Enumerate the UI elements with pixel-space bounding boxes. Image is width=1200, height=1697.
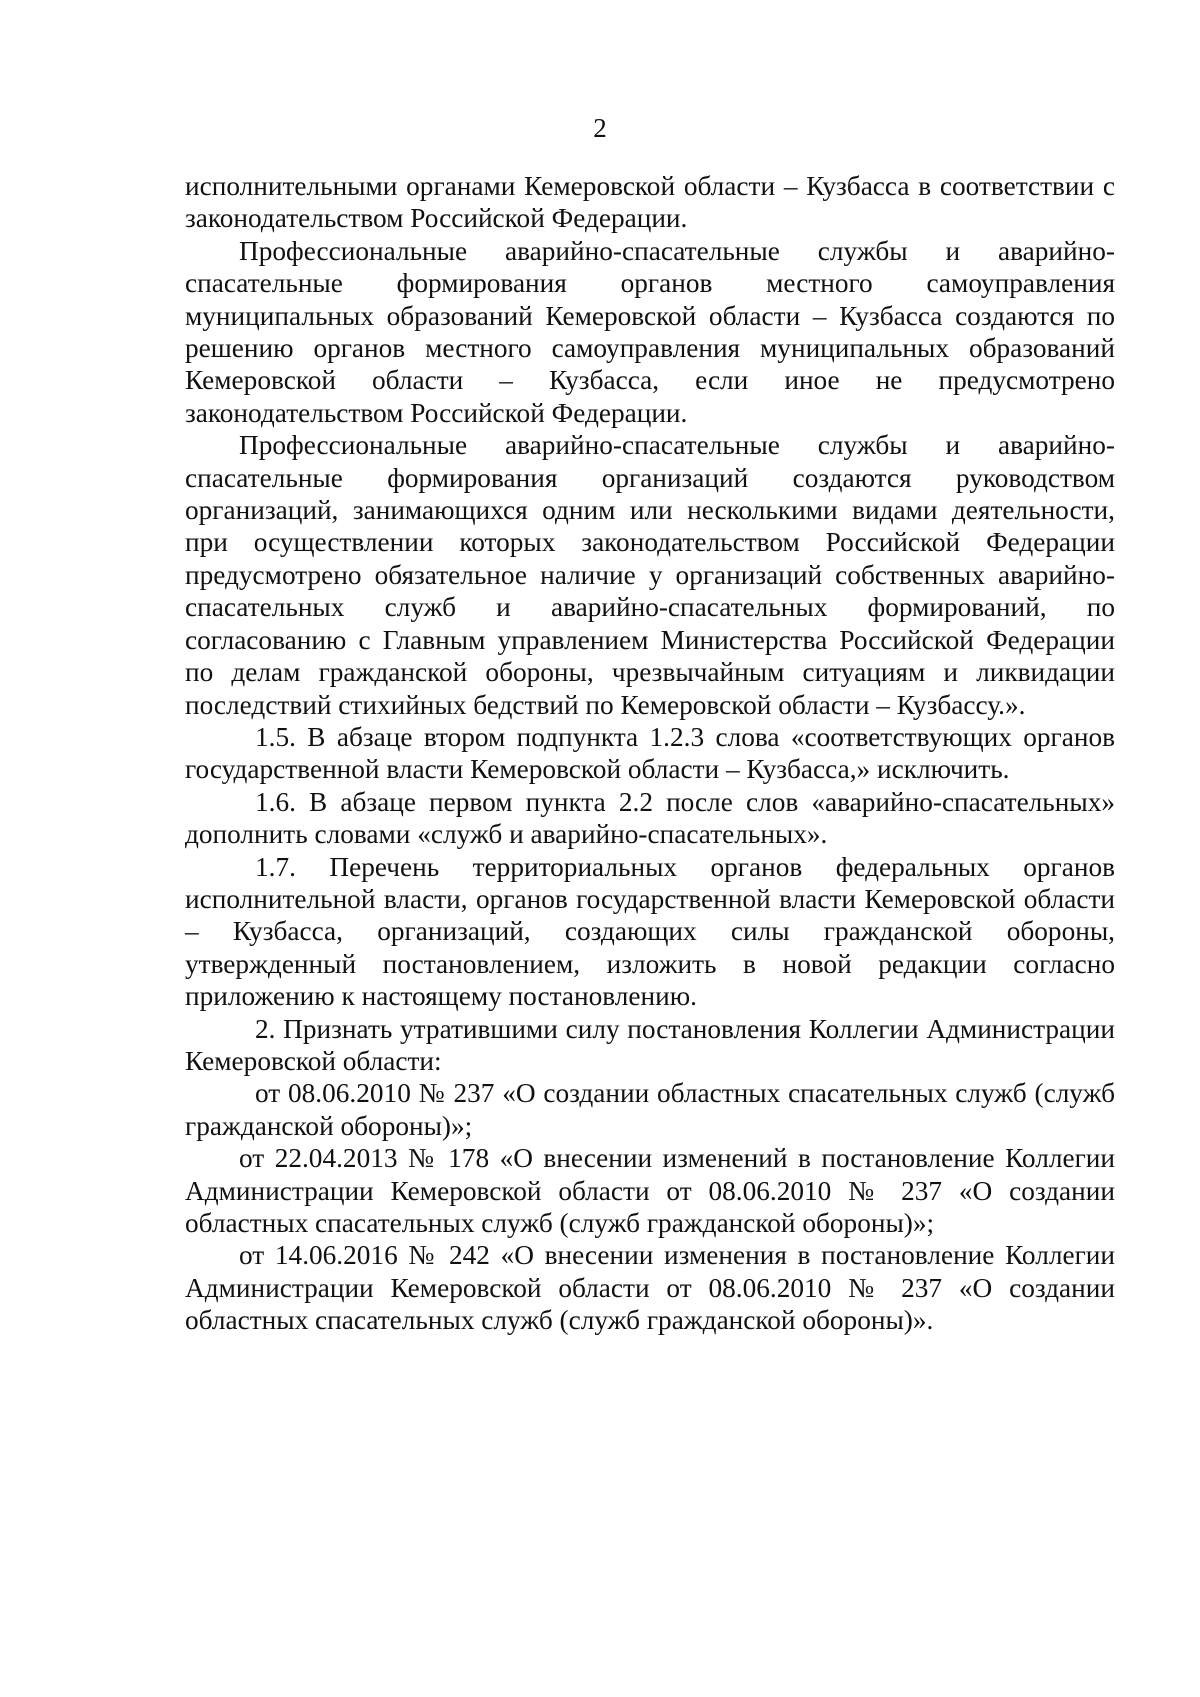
paragraph-item-2: 2. Признать утратившими силу постановления Коллегии Администрации Кемеровской области: (185, 1013, 1115, 1076)
page-number: 2 (593, 113, 607, 143)
paragraph-local-services: Профессиональные аварийно-спасательные службы и аварийно-спасательные формирования органов местного самоуправления муниципальных образований Кемеровской области – Кузбасса создаются по решению органов местного самоуправления муниципальных образований Кемеровской области – Кузбасса, если иное не предусмотрено законодательством Российской Федерации. (185, 235, 1115, 428)
list-item-repealed-2013: от 22.04.2013 № 178 «О внесении изменений в постановление Коллегии Администрации Кемеровской области от 08.06.2010 № 237 «О создании областных спасательных служб (служб гражданской обороны)»; (185, 1143, 1115, 1238)
paragraph-continuation: исполнительными органами Кемеровской области – Кузбасса в соответствии с законодательством Российской Федерации. (185, 171, 1115, 234)
document-body (185, 170, 1115, 1337)
paragraph-organization-services: Профессиональные аварийно-спасательные службы и аварийно-спасательные формирования организаций создаются руководством организаций, занимающихся одним или несколькими видами деятельности, при осуществлении которых законодательством Российской Федерации предусмотрено обязательное наличие у организаций собственных аварийно-спасательных служб и аварийно-спасательных формирований, по согласованию с Главным управлением Министерства Российской Федерации по делам гражданской обороны, чрезвычайным ситуациям и ликвидации последствий стихийных бедствий по Кемеровской области – Кузбассу.». (185, 430, 1115, 720)
list-item-repealed-2010: от 08.06.2010 № 237 «О создании областных спасательных служб (служб гражданской обороны)»; (185, 1078, 1115, 1141)
paragraph-item-1-6: 1.6. В абзаце первом пункта 2.2 после слов «аварийно-спасательных» дополнить словами «служб и аварийно-спасательных». (185, 786, 1115, 850)
list-item-repealed-2016: от 14.06.2016 № 242 «О внесении изменения в постановление Коллегии Администрации Кемеровской области от 08.06.2010 № 237 «О создании областных спасательных служб (служб гражданской обороны)». (185, 1240, 1115, 1336)
paragraph-item-1-5: 1.5. В абзаце втором подпункта 1.2.3 слова «соответствующих органов государственной власти Кемеровской области – Кузбасса,» исключить. (185, 721, 1115, 785)
paragraph-item-1-7: 1.7. Перечень территориальных органов федеральных органов исполнительной власти, органов государственной власти Кемеровской области – Кузбасса, организаций, создающих силы гражданской обороны, утвержденный постановлением, изложить в новой редакции согласно приложению к настоящему постановлению. (185, 851, 1115, 1012)
